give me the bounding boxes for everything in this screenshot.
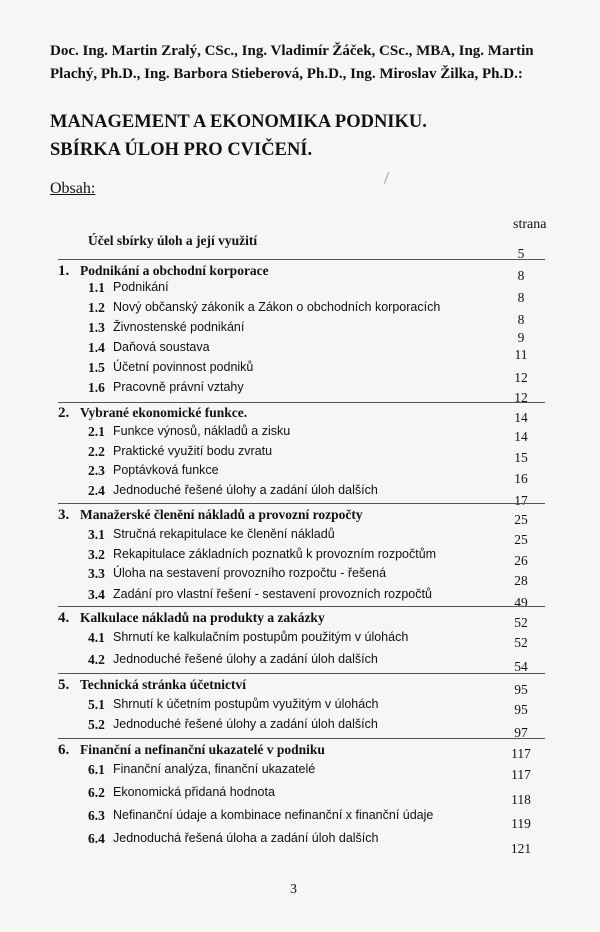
toc-number: 4.2 — [88, 652, 105, 667]
toc-page: 52 — [514, 635, 528, 650]
toc-page: 9 — [517, 330, 525, 345]
toc-number: 3.4 — [88, 587, 105, 602]
toc-number: 2.4 — [88, 483, 105, 498]
toc-page: 8 — [517, 290, 525, 305]
toc-label: Podnikání a obchodní korporace — [80, 263, 269, 278]
toc-page: 25 — [514, 532, 528, 547]
page-number: 3 — [290, 882, 297, 897]
toc-number: 1.2 — [88, 300, 105, 315]
toc-subsection-row — [0, 320, 600, 345]
toc-label: Shrnutí k účetním postupům využitým v úlohách — [113, 697, 379, 711]
toc-subsection-row — [0, 630, 600, 650]
toc-page: 15 — [514, 450, 528, 465]
toc-page: 14 — [514, 410, 528, 425]
toc-number: 3. — [58, 507, 70, 523]
toc-subsection-row — [0, 527, 600, 547]
toc-label: Stručná rekapitulace ke členění nákladů — [113, 527, 335, 541]
section-divider — [58, 259, 545, 260]
toc-number: 3.1 — [88, 527, 105, 542]
toc-number: 6.1 — [88, 762, 105, 777]
title-line-1: MANAGEMENT A EKONOMIKA PODNIKU. — [50, 112, 427, 132]
toc-label: Jednoduchá řešená úloha a zadání úloh dalších — [113, 831, 379, 845]
toc-label: Živnostenské podnikání — [113, 320, 245, 334]
toc-page: 12 — [514, 390, 528, 405]
toc-label: Daňová soustava — [113, 340, 210, 354]
toc-label: Technická stránka účetnictví — [80, 677, 247, 692]
toc-page: 52 — [514, 615, 528, 630]
toc-number: 2.2 — [88, 444, 105, 459]
toc-number: 4.1 — [88, 630, 105, 645]
toc-label: Jednoduché řešené úlohy a zadání úloh dalších — [113, 483, 378, 497]
toc-label: Finanční analýza, finanční ukazatelé — [113, 762, 316, 776]
toc-page: 117 — [511, 746, 531, 761]
toc-page: 5 — [517, 246, 525, 261]
toc-label: Zadání pro vlastní řešení - sestavení provozních rozpočtů — [113, 587, 432, 601]
toc-number: 6.4 — [88, 831, 105, 846]
toc-label: Jednoduché řešené úlohy a zadání úloh dalších — [113, 717, 378, 731]
toc-number: 1.5 — [88, 360, 105, 375]
toc-label: Účel sbírky úloh a její využití — [88, 233, 258, 248]
toc-label: Finanční a nefinanční ukazatelé v podniku — [80, 742, 325, 757]
toc-label: Kalkulace nákladů na produkty a zakázky — [80, 610, 325, 625]
toc-page: 25 — [514, 512, 528, 527]
toc-number: 5. — [58, 677, 70, 693]
toc-number: 3.3 — [88, 566, 105, 581]
toc-label: Manažerské členění nákladů a provozní rozpočty — [80, 507, 363, 522]
toc-subsection-row — [0, 697, 600, 717]
toc-subsection-row — [0, 280, 600, 305]
toc-page: 11 — [514, 347, 528, 362]
toc-subsection-row — [0, 380, 600, 405]
toc-intro-row — [0, 233, 600, 261]
toc-page: 26 — [514, 553, 528, 568]
toc-label: Ekonomická přidaná hodnota — [113, 785, 275, 799]
toc-page: 97 — [514, 725, 528, 740]
toc-subsection-row — [0, 483, 600, 508]
title-line-2: SBÍRKA ÚLOH PRO CVIČENÍ. — [50, 140, 313, 160]
section-divider — [58, 503, 545, 504]
document-title — [50, 108, 427, 164]
toc-subsection-row — [0, 547, 600, 567]
toc-label: Vybrané ekonomické funkce. — [80, 405, 248, 420]
toc-section-row — [0, 742, 600, 762]
toc-number: 3.2 — [88, 547, 105, 562]
toc-number: 5.1 — [88, 697, 105, 712]
toc-page: 8 — [517, 312, 525, 327]
toc-number: 2. — [58, 405, 70, 421]
toc-label: Rekapitulace základních poznatků k provozním rozpočtům — [113, 547, 437, 561]
toc-number: 2.1 — [88, 424, 105, 439]
toc-page: 95 — [514, 682, 528, 697]
toc-subsection-row — [0, 808, 600, 831]
toc-label: Pracovně právní vztahy — [113, 380, 244, 394]
toc-label: Jednoduché řešené úlohy a zadání úloh dalších — [113, 652, 378, 666]
toc-label: Shrnutí ke kalkulačním postupům použitým v úlohách — [113, 630, 409, 644]
toc-page: 28 — [514, 573, 528, 588]
toc-page: 16 — [514, 471, 528, 486]
toc-section-row — [0, 677, 600, 697]
toc-subsection-row — [0, 463, 600, 486]
toc-page: 8 — [517, 268, 525, 283]
toc-number: 1.1 — [88, 280, 105, 295]
toc-label: Poptávková funkce — [113, 463, 219, 477]
toc-subsection-row — [0, 340, 600, 360]
toc-subsection-row — [0, 587, 600, 610]
section-divider — [58, 606, 545, 607]
authors-line: Doc. Ing. Martin Zralý, CSc., Ing. Vladimír Žáček, CSc., MBA, Ing. Martin Plachý, Ph.D., Ing. Barbora Stieberová, Ph.D., Ing. Miroslav Žilka, Ph.D.: — [50, 43, 534, 82]
contents-heading: Obsah: — [50, 180, 96, 197]
toc-number: 2.3 — [88, 463, 105, 478]
toc-page: 17 — [514, 493, 528, 508]
toc-subsection-row — [0, 360, 600, 385]
toc-section-row — [0, 405, 600, 425]
toc-page: 14 — [514, 429, 528, 444]
toc-number: 5.2 — [88, 717, 105, 732]
toc-number: 6. — [58, 742, 70, 758]
toc-label: Praktické využití bodu zvratu — [113, 444, 273, 458]
toc-page: 117 — [511, 767, 531, 782]
toc-number: 1.6 — [88, 380, 105, 395]
section-divider — [58, 402, 545, 403]
toc-label: Účetní povinnost podniků — [113, 360, 254, 374]
toc-label: Úloha na sestavení provozního rozpočtu - řešená — [113, 566, 387, 580]
toc-subsection-row — [0, 785, 600, 805]
toc-section-row — [0, 507, 600, 527]
toc-label: Nový občanský zákoník a Zákon o obchodních korporacích — [113, 300, 441, 314]
toc-subsection-row — [0, 424, 600, 444]
toc-subsection-row — [0, 762, 600, 782]
toc-page: 12 — [514, 370, 528, 385]
toc-subsection-row — [0, 717, 600, 740]
toc-page: 121 — [510, 841, 532, 856]
section-divider — [58, 738, 545, 739]
toc-section-row — [0, 610, 600, 630]
section-divider — [58, 673, 545, 674]
toc-label: Nefinanční údaje a kombinace nefinanční x finanční údaje — [113, 808, 434, 822]
toc-page: 95 — [514, 702, 528, 717]
toc-subsection-row — [0, 566, 600, 586]
toc-page: 119 — [511, 816, 531, 831]
toc-subsection-row — [0, 652, 600, 672]
toc-page: 54 — [514, 659, 528, 674]
toc-number: 1.3 — [88, 320, 105, 335]
toc-number: 6.2 — [88, 785, 105, 800]
toc-label: Podnikání — [113, 280, 169, 294]
page-column-label: strana — [513, 217, 547, 232]
toc-subsection-row — [0, 444, 600, 464]
scan-mark — [384, 172, 389, 184]
toc-number: 1. — [58, 263, 70, 279]
toc-number: 6.3 — [88, 808, 105, 823]
toc-page: 49 — [514, 595, 528, 610]
toc-subsection-row — [0, 831, 600, 856]
toc-number: 4. — [58, 610, 70, 626]
toc-page: 118 — [511, 792, 531, 807]
toc-label: Funkce výnosů, nákladů a zisku — [113, 424, 291, 438]
toc-number: 1.4 — [88, 340, 105, 355]
